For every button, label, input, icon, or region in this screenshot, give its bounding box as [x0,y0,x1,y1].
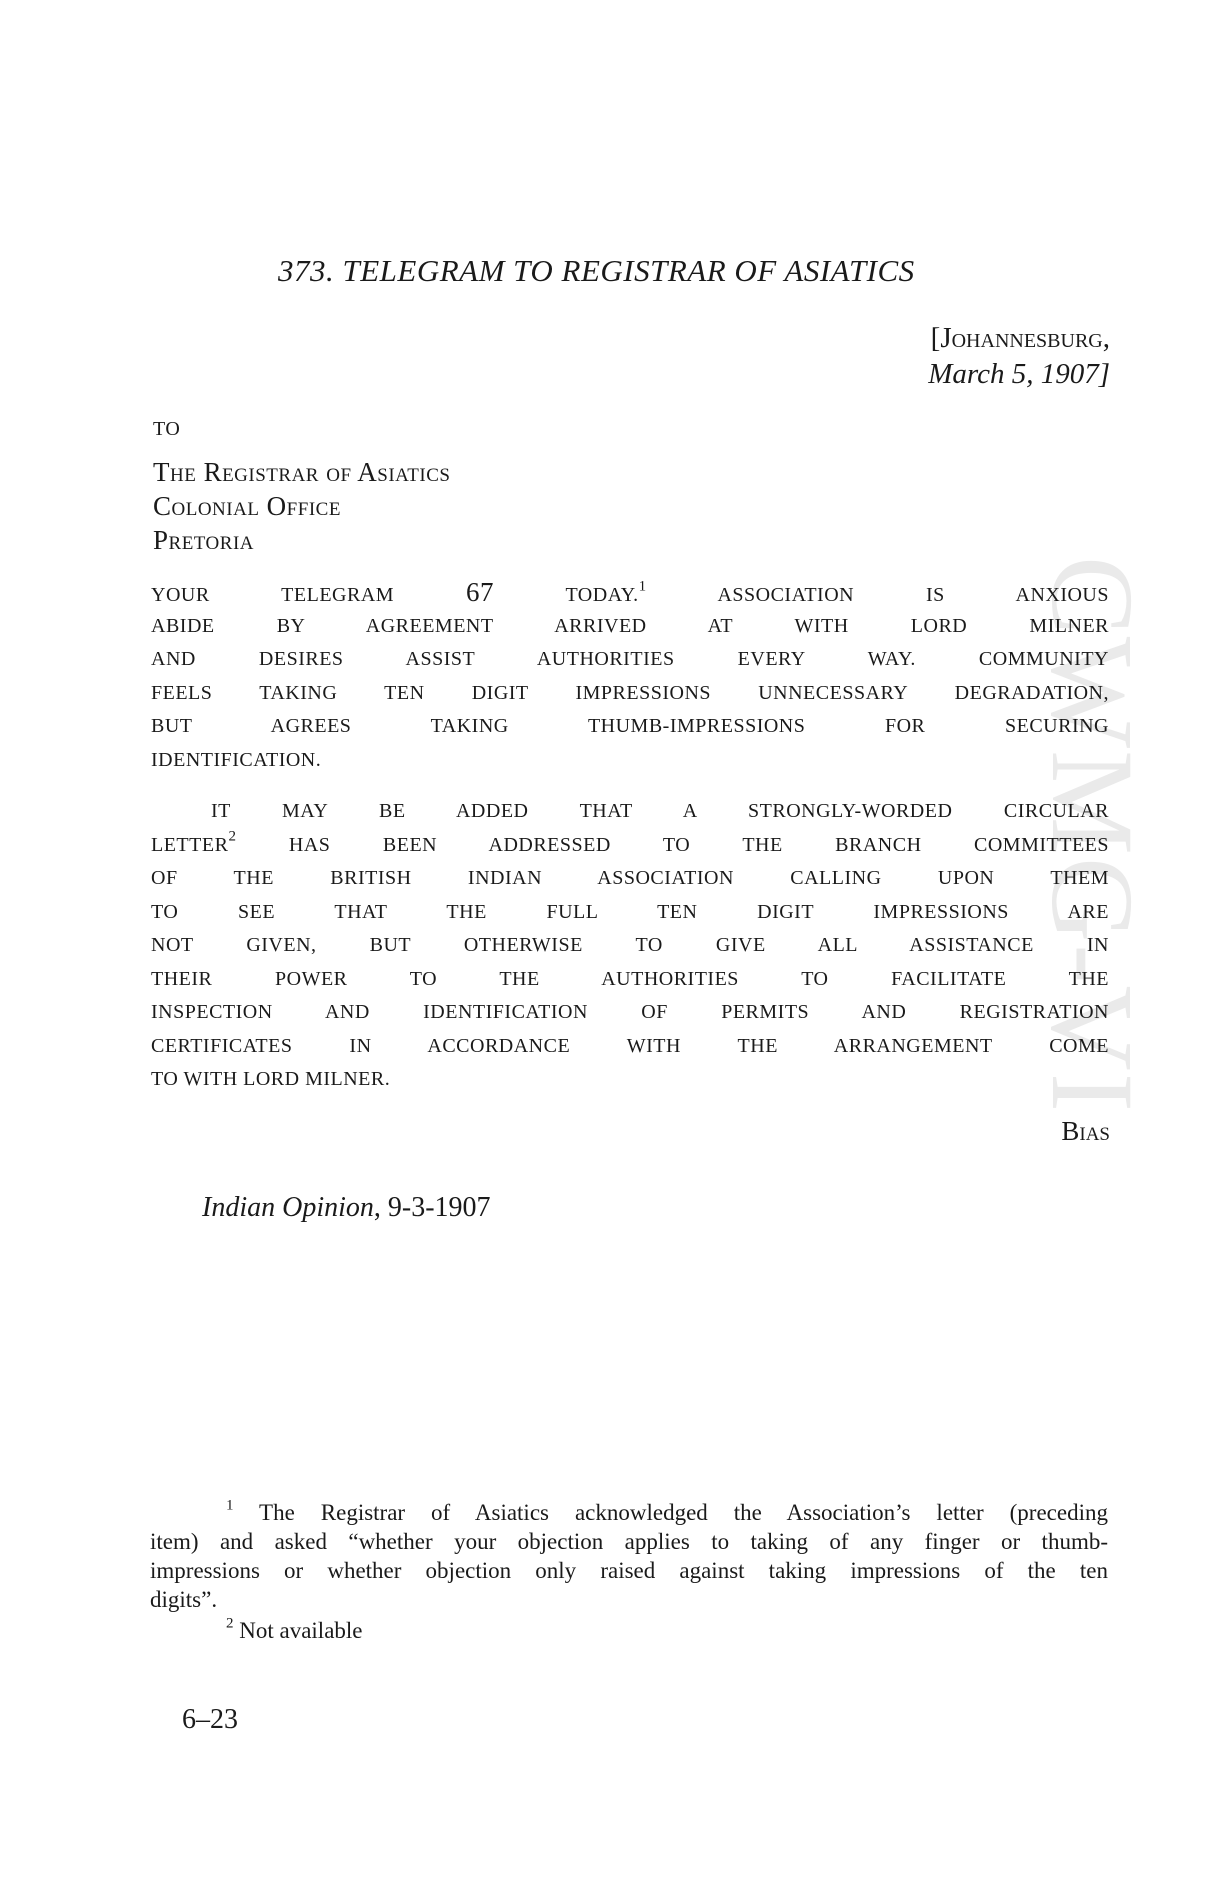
text-line: IT MAY BE ADDED THAT A STRONGLY-WORDED CIRCULAR [211,800,1109,822]
text-line: THEIR POWER TO THE AUTHORITIES TO FACILITATE THE [151,967,1109,990]
footnote-2 [150,1616,1108,1645]
text-line [150,1616,1108,1645]
telegram-paragraph-2 [151,795,1109,1097]
address-line: The Registrar of Asiatics [153,457,451,487]
dateline [928,320,1110,392]
text-line: INSPECTION AND IDENTIFICATION OF PERMITS AND REGISTRATION [151,1001,1109,1023]
footnote-marker: 2 [226,1615,234,1632]
footnote-ref: 2 [228,828,237,844]
watermark: CWMG-VI [1027,556,1158,1115]
text-line: TO SEE THAT THE FULL TEN DIGIT IMPRESSIONS ARE [151,900,1109,923]
text-run: YOUR TELEGRAM [151,584,395,606]
text-line: FEELS TAKING TEN DIGIT IMPRESSIONS UNNECESSARY DEGRADATION, [151,681,1109,704]
text-line [151,829,1109,863]
text-line: OF THE BRITISH INDIAN ASSOCIATION CALLING UPON THEM [151,867,1109,889]
text-line: ABIDE BY AGREEMENT ARRIVED AT WITH LORD MILNER [151,614,1109,637]
footnote-ref: 1 [638,578,647,595]
dateline-place: [Johannesburg, [930,322,1110,354]
address-line: Colonial Office [153,491,341,521]
source-title: Indian Opinion [202,1192,374,1223]
telegram-paragraph-1 [151,576,1109,777]
telegram-number: 67 [465,577,494,607]
document-heading: 373. TELEGRAM TO REGISTRAR OF ASIATICS [278,253,915,288]
text-run: HAS BEEN ADDRESSED TO THE BRANCH COMMITTEES [288,833,1110,856]
footnote-marker: 1 [226,1497,234,1514]
source-date: , 9-3-1907 [373,1192,491,1223]
text-run: TODAY. [565,584,639,606]
dateline-date: March 5, 1907] [928,358,1110,390]
address-line: Pretoria [153,525,254,555]
page-folio: 6–23 [182,1704,238,1735]
text-run: Not available [239,1618,363,1643]
text-line: CERTIFICATES IN ACCORDANCE WITH THE ARRANGEMENT COME [151,1034,1109,1057]
text-line: BUT AGREES TAKING THUMB-IMPRESSIONS FOR SECURING [151,715,1109,737]
text-line [151,576,1109,610]
text-line: digits”. [150,1587,218,1612]
text-line: TO WITH LORD MILNER. [151,1068,391,1090]
text-run: The Registrar of Asiatics acknowledged the Association’s letter (preceding [259,1500,1108,1525]
text-line: impressions or whether objection only raised against taking impressions of the ten [150,1558,1108,1583]
text-line: IDENTIFICATION. [151,748,322,771]
text-line [150,1498,1108,1527]
recipient-address [153,455,450,557]
source-citation [202,1192,491,1224]
text-line: item) and asked “whether your objection applies to taking of any finger or thumb- [150,1529,1108,1554]
footnote-1 [150,1498,1108,1614]
text-line: AND DESIRES ASSIST AUTHORITIES EVERY WAY. COMMUNITY [151,648,1109,670]
signature: Bias [1061,1116,1110,1146]
text-run: ASSOCIATION IS ANXIOUS [717,584,1110,606]
text-line: NOT GIVEN, BUT OTHERWISE TO GIVE ALL ASSISTANCE IN [151,934,1109,956]
text-run: LETTER [151,833,229,856]
to-label: TO [153,418,181,440]
